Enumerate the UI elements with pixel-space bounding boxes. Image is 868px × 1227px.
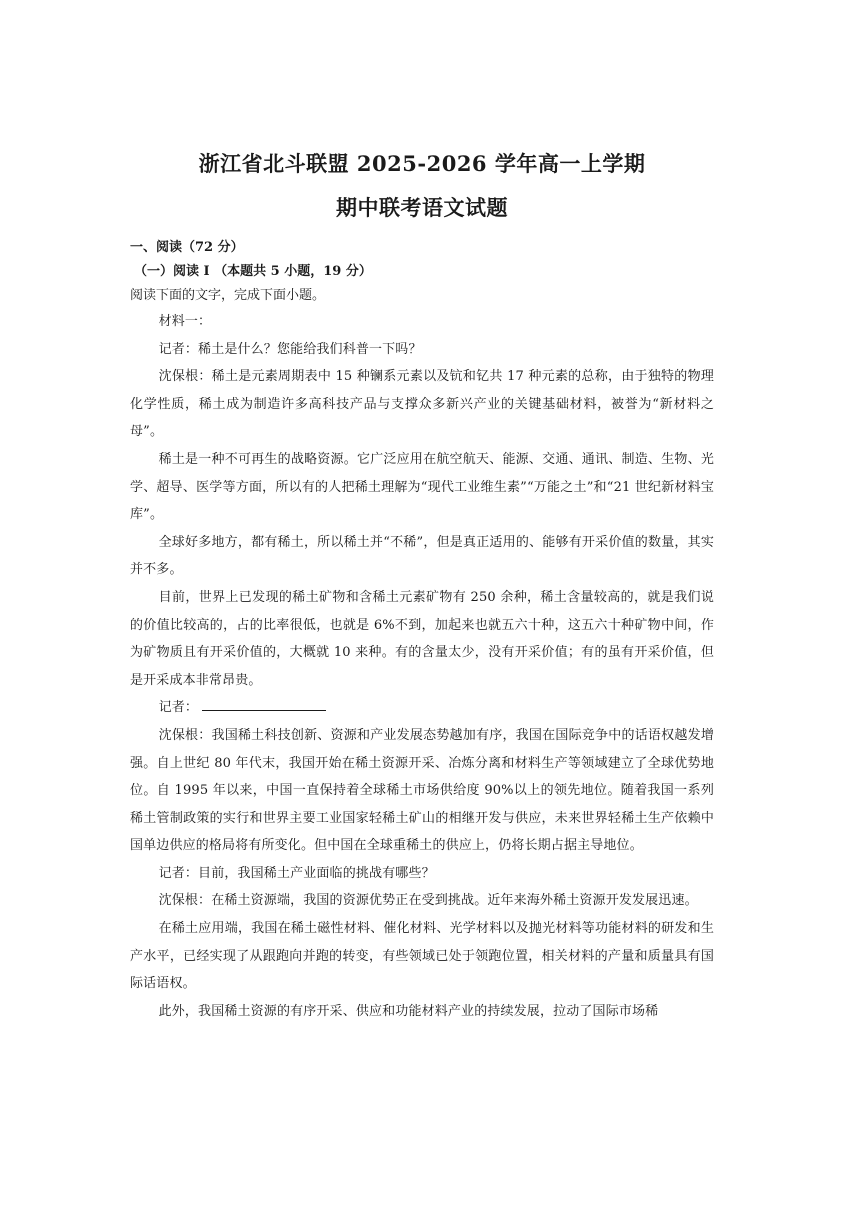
paragraph: 记者：稀土是什么？您能给我们科普一下吗？ (158, 341, 422, 357)
paragraph: 目前，世界上已发现的稀土矿物和含稀土元素矿物有 250 余种，稀土含量较高的，就是我们说的价值比较高的，占的比率很低，也就是 6%不到，加起来也就五六十种，这五六十种矿物中间，作为矿物质且有开采价值的，大概就 10 来种。有的含量太少，没有开采价值；有的虽有开采价值，但是开采成本非常昂贵。 (130, 589, 714, 688)
paragraph: 沈保根：在稀土资源端，我国的资源优势正在受到挑战。近年来海外稀土资源开发发展迅速。 (158, 893, 698, 909)
passage (130, 308, 714, 1025)
exam-page (130, 148, 714, 1025)
paragraph: 全球好多地方，都有稀土，所以稀土并“不稀”，但是真正适用的、能够有开采价值的数量，其实并不多。 (130, 534, 714, 578)
subsection-heading: （一）阅读 I （本题共 5 小题，19 分） (134, 264, 372, 279)
paragraph-label: 记者： (158, 700, 199, 716)
exam-title: 浙江省北斗联盟 2025-2026 学年高一上学期 (198, 151, 646, 176)
paragraph: 沈保根：我国稀土科技创新、资源和产业发展态势越加有序，我国在国际竞争中的话语权越发增强。自上世纪 80 年代末，我国开始在稀土资源开采、冶炼分离和材料生产等领域建立了全球优势地位。自 1995 年以来，中国一直保持着全球稀土市场供给度 90%以上的领先地位。随着我国一系列稀土管制政策的实行和世界主要工业国家轻稀土矿山的相继开发与供应，未来世界轻稀土生产依赖中国单边供应的格局将有所变化。但中国在全球重稀土的供应上，仍将长期占据主导地位。 (130, 727, 714, 854)
paragraph: 此外，我国稀土资源的有序开采、供应和功能材料产业的持续发展，拉动了国际市场稀 (158, 1003, 659, 1019)
exam-subtitle: 期中联考语文试题 (336, 195, 508, 220)
section-heading: 一、阅读（72 分） (130, 240, 244, 255)
fill-blank-question (130, 694, 714, 722)
paragraph: 在稀土应用端，我国在稀土磁性材料、催化材料、光学材料以及抛光材料等功能材料的研发和生产水平，已经实现了从跟跑向并跑的转变，有些领域已处于领跑位置，相关材料的产量和质量具有国际话语权。 (130, 921, 714, 992)
paragraph: 沈保根：稀土是元素周期表中 15 种镧系元素以及钪和钇共 17 种元素的总称，由于独特的物理化学性质，稀土成为制造许多高科技产品与支撑众多新兴产业的关键基础材料，被誉为“新材料之母”。 (130, 369, 714, 440)
material-label: 材料一： (158, 314, 212, 329)
paragraph: 记者：目前，我国稀土产业面临的挑战有哪些？ (158, 865, 435, 881)
instruction-text: 阅读下面的文字，完成下面小题。 (130, 288, 326, 303)
answer-blank[interactable] (202, 700, 326, 711)
paragraph: 稀土是一种不可再生的战略资源。它广泛应用在航空航天、能源、交通、通讯、制造、生物、光学、超导、医学等方面，所以有的人把稀土理解为“现代工业维生素”“万能之土”和“21 世纪新材料宝库”。 (130, 451, 714, 523)
